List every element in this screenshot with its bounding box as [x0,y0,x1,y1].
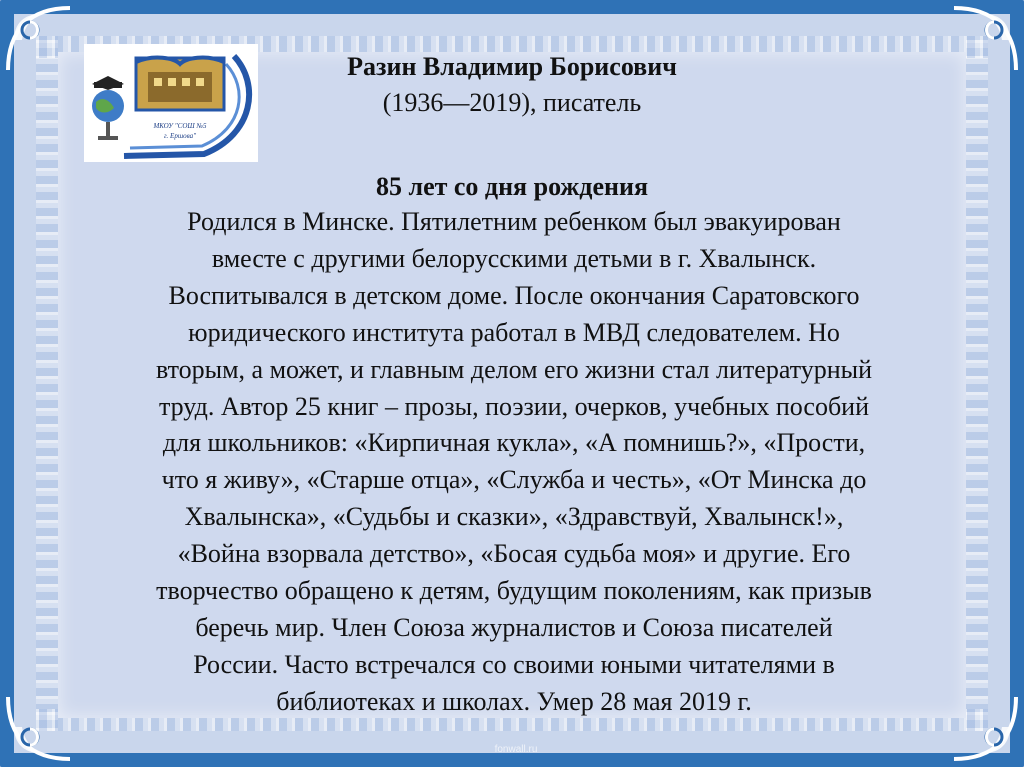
text-line: Родился в Минске. Пятилетним ребенком был эвакуирован [187,207,841,236]
svg-text:г. Ершова": г. Ершова" [163,132,197,140]
text-line: библиотеках и школах. Умер 28 мая 2019 г. [276,686,752,716]
text-line: вместе с другими белорусскими детьми в г. Хвалынск. [211,243,817,273]
text-line: юридического института работал в МВД следователем. Но [188,317,840,347]
text-line: вторым, а может, и главным делом его жизни стал литературный [155,354,873,384]
text-line: Воспитывался в детском доме. После окончания Саратовского [168,280,860,310]
biography-text [88,204,940,721]
subtitle-dates: (1936—2019), писатель [382,88,642,117]
text-line: для школьников: «Кирпичная кукла», «А помнишь?», «Прости, [162,428,866,458]
text-line: Хвалынска», «Судьбы и сказки», «Здравствуй, Хвалынск!», [184,502,844,532]
text-line: что я живу», «Старше отца», «Служба и честь», «От Минска до [161,465,867,495]
watermark: fonwall.ru [494,744,538,755]
anniversary-heading: 85 лет со дня рождения [375,172,649,201]
page-title: Разин Владимир Борисович [347,52,677,81]
svg-text:МКОУ "СОШ №5: МКОУ "СОШ №5 [153,122,207,130]
text-line: России. Часто встречался со своими юными читателями в [193,649,835,679]
text-line: труд. Автор 25 книг – прозы, поэзии, очерков, учебных пособий [158,391,870,421]
text-line: «Война взорвала детство», «Босая судьба моя» и другие. Его [177,539,851,569]
text-line: творчество обращено к детям, будущим поколениям, как призыв [156,576,872,606]
text-line: беречь мир. Член Союза журналистов и Союза писателей [195,612,833,642]
